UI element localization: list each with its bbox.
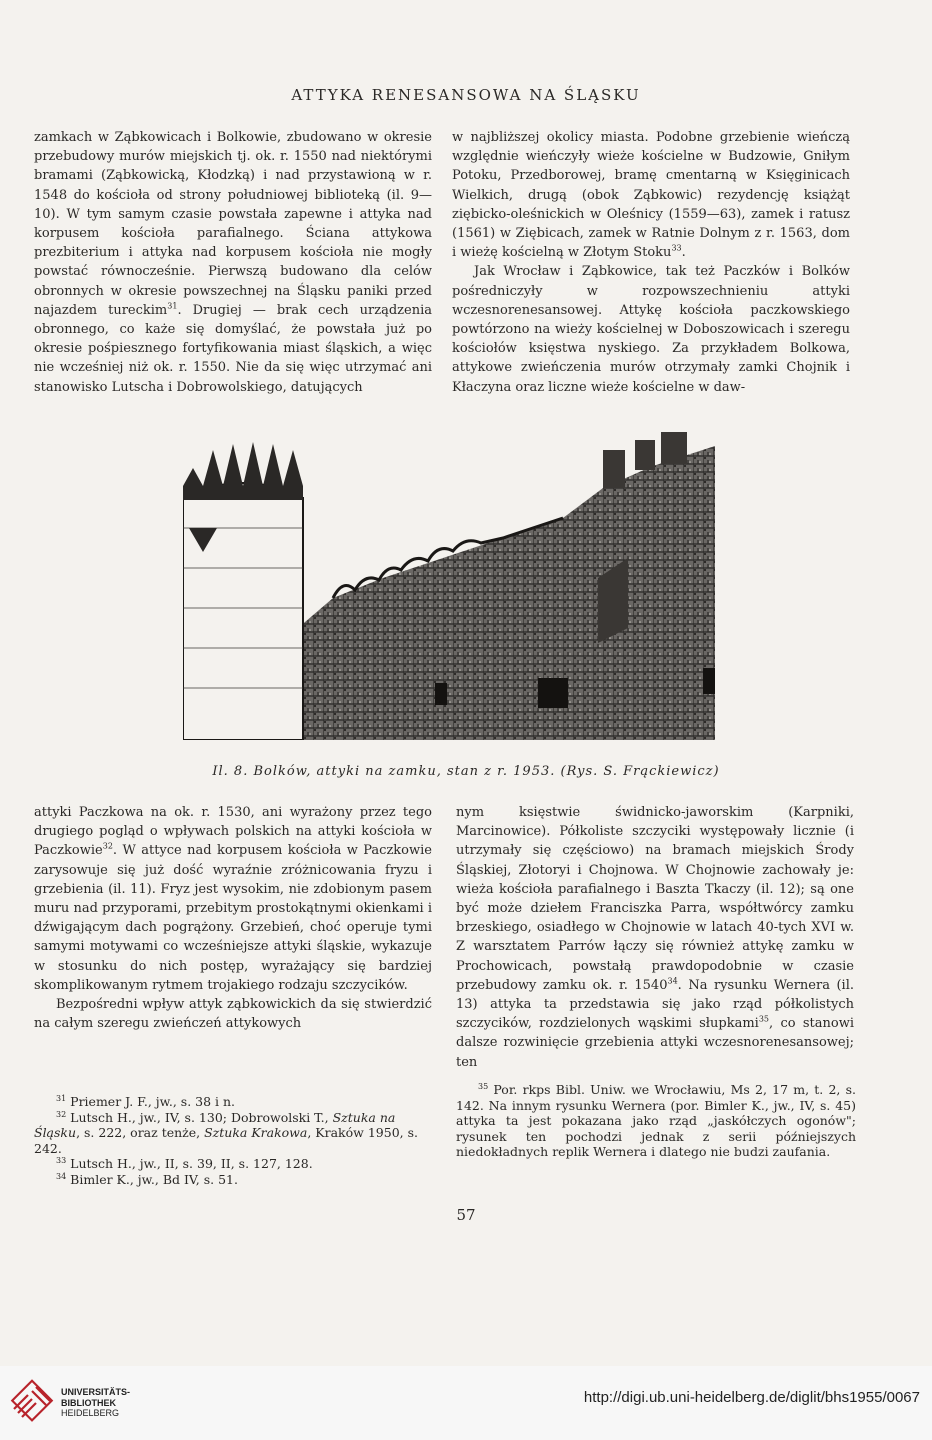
paragraph: nym księstwie świdnicko-jaworskim (Karpniki, Marcinowice). Półkoliste szczyciki występowały licznie (i utrzymały się częściowo) na bramach miejskich Środy Śląskiej, Złotoryi i Chojnowa. W Chojnowie zachowały je: wieża kościoła parafialnego i Baszta Tkaczy (il. 12); są one być może dziełem Franciszka Parra, współtwórcy zamku brzeskiego, osiadłego w Chojnowie w latach 40-tych XVI w. Z warsztatem Parrów łączy się również attykę zamku w Prochowicach, powstałą prawdopodobnie w czasie przebudowy zamku ok. r. 1540$^{34}$. Na rysunku Wernera (il. 13) attyka ta przedstawia się jako rząd półkolistych szczycików, rozdzielonych wąskimi słupkami$^{35}$, co stanowi dalsze rozwinięcie grzebienia attyki wczesnorenesansowej; ten xyxy=(456,805,855,1070)
paragraph: attyki Paczkowa na ok. r. 1530, ani wyrażony przez tego drugiego pogląd o wpływach polskich na attyki kościoła w Paczkowie$^{32}$. W attyce nad korpusem kościoła w Paczkowie zarysowuje się już dość wyraźnie zróżnicowania fryzu i grzebienia (il. 11). Fryz jest wysokim, nie zdobionym pasem muru nad przyporami, przebitym prostokątnymi okienkami i dźwigającym dach pogrążony. Grzebień, choć operuje tymi samymi motywami co wcześniejsze attyki śląskie, wykazuje w stosunku do nich postęp, wyrażający się bardziej skomplikowanym rytmem trojakiego rodzaju szczycików. xyxy=(34,805,432,993)
footnote: $^{35}$ Por. rkps Bibl. Uniw. we Wrocławiu, Ms 2, 17 m, t. 2, s. 142. Na innym rysunku Wernera (por. Bimler K., jw., IV, s. 45) attyka ta jest pokazana jako rząd „jaskółczych ogonów"; rysunek ten pochodzi jednak z serii późniejszych niedokładnych replik Wernera i dlatego nie budzi zaufania. xyxy=(456,1081,856,1159)
footnote-ref[interactable]: 35 xyxy=(758,1014,770,1024)
library-logo-icon xyxy=(10,1379,54,1423)
paragraph: w najbliższej okolicy miasta. Podobne grzebienie wieńczą względnie wieńczyły wieże kościelne w Budzowie, Gniłym Potoku, Przedborowej, bramę cmentarną w Księginicach Wielkich, drugą (obok Ząbkowic) rezydencję książąt ziębicko-oleśnickich w Oleśnicy (1559—63), zamek i ratusz (1561) w Ziębicach, zamek w Ratnie Dolnym z r. 1563, dom i wieżę kościelną w Złotym Stoku$^{33}$. xyxy=(452,130,850,261)
footnote: $^{31}$ Priemer J. F., jw., s. 38 i n. xyxy=(56,1093,236,1109)
footnote-ref[interactable]: 33 xyxy=(671,243,682,253)
castle-illustration xyxy=(183,428,715,740)
footnotes-right xyxy=(456,1082,856,1160)
body-column-left-top xyxy=(34,128,432,397)
footnotes-left xyxy=(34,1094,432,1187)
source-url-link[interactable]: http://digi.ub.uni-heidelberg.de/diglit/bhs1955/0067 xyxy=(583,1389,920,1406)
paragraph: Bezpośredni wpływ attyk ząbkowickich da się stwierdzić na całym szeregu zwieńczeń attykowych xyxy=(34,997,432,1032)
footnote-ref[interactable]: 34 xyxy=(667,976,678,986)
institution-name: UNIVERSITÄTS- BIBLIOTHEK HEIDELBERG xyxy=(61,1387,131,1418)
page-number: 57 xyxy=(456,1206,476,1224)
body-column-right-top xyxy=(452,128,850,397)
paragraph: Jak Wrocław i Ząbkowice, tak też Paczków i Bolków pośredniczyły w rozpowszechnieniu attyki wczesnorenesansowej. Attykę kościoła paczkowskiego powtórzono na wieży kościelnej w Doboszowicach i szeregu kościołów księstwa nyskiego. Za przykładem Bolkowa, attykowe zwieńczenia murów otrzymały zamki Chojnik i Kłaczyna oraz liczne wieże kościelne w daw- xyxy=(452,264,850,395)
footnote: $^{34}$ Bimler K., jw., Bd IV, s. 51. xyxy=(56,1171,238,1187)
body-column-left-bottom xyxy=(34,803,432,1033)
running-title: ATTYKA RENESANSOWA NA ŚLĄSKU xyxy=(291,86,641,104)
footer-bar xyxy=(0,1366,932,1440)
footnote-ref[interactable]: 31 xyxy=(167,301,178,311)
paragraph: zamkach w Ząbkowicach i Bolkowie, zbudowano w okresie przebudowy murów miejskich tj. ok. r. 1550 nad niektórymi bramami (Ząbkowicką, Kłodzką) i nad przystawioną w r. 1548 do kościoła od strony południowej biblioteką (il. 9—10). W tym samym czasie powstała zapewne i attyka nad korpusem kościoła parafialnego. Ściana attykowa prezbiterium i attyka nad korpusem kościoła nie mogły powstać równocześnie. Pierwszą budowano dla celów obronnych w okresie powszechnej na Śląsku paniki przed najazdem tureckim$^{31}$. Drugiej — brak cech urządzenia obronnego, co każe się domyślać, że powstała już po okresie pośpiesznego fortyfikowania miast śląskich, a więc nie wcześniej niż ok. r. 1550. Nie da się więc utrzymać ani stanowisko Lutscha i Dobrowolskiego, datujących xyxy=(34,130,432,395)
footnote: $^{32}$ Lutsch H., jw., IV, s. 130; Dobrowolski T., Sztuka na Śląsku, s. 222, oraz tenże, Sztuka Krakowa, Kraków 1950, s. 242. xyxy=(34,1109,418,1156)
footnote: $^{33}$ Lutsch H., jw., II, s. 39, II, s. 127, 128. xyxy=(56,1155,313,1171)
body-column-right-bottom xyxy=(456,803,854,1072)
footnote-ref[interactable]: 32 xyxy=(102,842,113,852)
figure-caption: Il. 8. Bolków, attyki na zamku, stan z r. 1953. (Rys. S. Frąckiewicz) xyxy=(212,764,720,779)
